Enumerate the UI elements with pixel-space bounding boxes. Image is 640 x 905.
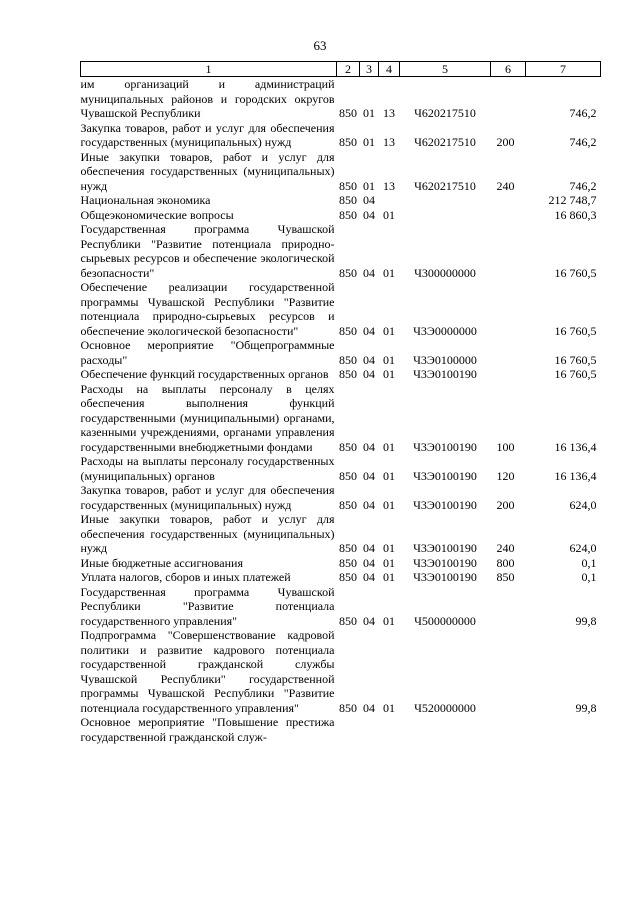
amount xyxy=(526,715,601,744)
table-body xyxy=(81,77,601,745)
table-row xyxy=(81,570,601,585)
section-code xyxy=(360,715,379,744)
column-header-name: 1 xyxy=(81,62,337,77)
section-code: 04 xyxy=(363,265,375,280)
expense-type-code xyxy=(491,585,526,629)
amount: 746,2 xyxy=(569,106,597,120)
amount: 16 136,4 xyxy=(554,468,597,483)
expense-name: Обеспечение функций государственных органов xyxy=(80,367,329,381)
subsection-code xyxy=(379,193,400,208)
section-code: 04 xyxy=(363,497,375,512)
amount: 0,1 xyxy=(581,570,597,584)
subsection-code: 01 xyxy=(383,555,395,570)
expense-name: Общеэкономические вопросы xyxy=(80,207,234,222)
expense-name: им организаций и администраций муниципальных районов и городских округов Чувашской Республики xyxy=(80,77,335,120)
table-row xyxy=(81,512,601,556)
target-article-code: Ч300000000 xyxy=(414,265,476,280)
ministry-code: 850 xyxy=(339,468,357,483)
table-row xyxy=(81,338,601,367)
expense-name: Уплата налогов, сборов и иных платежей xyxy=(80,570,291,584)
subsection-code: 01 xyxy=(383,207,395,222)
amount: 16 760,5 xyxy=(554,323,597,338)
target-article-code: Ч3Э0100190 xyxy=(413,439,477,454)
ministry-code: 850 xyxy=(339,367,357,381)
expense-type-code xyxy=(491,208,526,223)
table-row xyxy=(81,483,601,512)
table-row xyxy=(81,150,601,194)
target-article-code xyxy=(400,715,491,744)
amount: 16 136,4 xyxy=(554,439,597,454)
expense-name: Расходы на выплаты персоналу в целях обеспечения выполнения функций государственными (муниципальными) органами, казенными учреждениями, органами управления государственными внебюджетными фондами xyxy=(80,381,335,454)
expense-name: Закупка товаров, работ и услуг для обеспечения государственных (муниципальных) нужд xyxy=(80,120,335,149)
ministry-code xyxy=(337,715,360,744)
table-row xyxy=(81,585,601,629)
ministry-code: 850 xyxy=(339,207,357,222)
section-code: 04 xyxy=(363,367,375,381)
section-code: 04 xyxy=(363,570,375,584)
target-article-code xyxy=(400,208,491,223)
ministry-code: 850 xyxy=(339,178,357,193)
section-code: 01 xyxy=(363,135,375,149)
section-code: 01 xyxy=(363,178,375,193)
expense-type-code xyxy=(491,338,526,367)
target-article-code: Ч620217510 xyxy=(414,135,476,149)
subsection-code: 01 xyxy=(383,367,395,381)
column-header-ministry: 2 xyxy=(337,62,360,77)
expense-type-code xyxy=(491,222,526,280)
ministry-code: 850 xyxy=(339,555,357,570)
table-row xyxy=(81,280,601,338)
table-row xyxy=(81,367,601,382)
ministry-code: 850 xyxy=(339,135,357,149)
expense-name: Государственная программа Чувашской Республики "Развитие потенциала государственного управления" xyxy=(80,584,335,628)
subsection-code: 13 xyxy=(383,178,395,193)
column-number-row xyxy=(81,62,601,77)
subsection-code xyxy=(379,715,400,744)
expense-type-code: 100 xyxy=(496,439,515,454)
ministry-code: 850 xyxy=(339,352,357,367)
section-code: 01 xyxy=(363,106,375,120)
table-row xyxy=(81,77,601,121)
ministry-code: 850 xyxy=(339,106,357,120)
subsection-code: 01 xyxy=(383,323,395,338)
table-row xyxy=(81,454,601,483)
amount: 746,2 xyxy=(569,178,597,193)
ministry-code: 850 xyxy=(339,439,357,454)
page-number: 63 xyxy=(313,38,327,53)
expense-type-code xyxy=(491,193,526,208)
table-row xyxy=(81,556,601,571)
section-code: 04 xyxy=(363,700,375,715)
target-article-code: Ч3Э0100190 xyxy=(413,468,477,483)
expense-type-code: 200 xyxy=(496,135,515,149)
expense-name: Государственная программа Чувашской Республики "Развитие потенциала природно-сырьевых ресурсов и обеспечение экологической безопасности" xyxy=(80,222,335,280)
table-row xyxy=(81,193,601,208)
target-article-code: Ч3Э0100190 xyxy=(413,367,477,381)
target-article-code: Ч620217510 xyxy=(414,106,476,120)
amount: 212 748,7 xyxy=(548,193,597,207)
table-row xyxy=(81,121,601,150)
expense-name: Обеспечение реализации государственной программы Чувашской Республики "Развитие потенциала природно-сырьевых ресурсов и обеспечение экологической безопасности" xyxy=(80,280,335,338)
section-code: 04 xyxy=(363,352,375,367)
target-article-code: Ч3Э0000000 xyxy=(413,323,477,338)
expense-type-code: 240 xyxy=(496,178,515,193)
section-code: 04 xyxy=(363,439,375,454)
expense-name: Национальная экономика xyxy=(80,193,211,207)
ministry-code: 850 xyxy=(339,541,357,555)
target-article-code: Ч620217510 xyxy=(414,178,476,193)
table-row xyxy=(81,222,601,280)
ministry-code: 850 xyxy=(339,613,357,628)
subsection-code: 13 xyxy=(383,106,395,120)
amount: 624,0 xyxy=(569,541,597,555)
expense-name: Подпрограмма "Совершенствование кадровой политики и развитие кадрового потенциала государственной гражданской службы Чувашской Республики" государственной программы Чувашской Республики "Развитие потенциала государственного управления" xyxy=(80,628,335,715)
ministry-code: 850 xyxy=(339,265,357,280)
expense-name: Основное мероприятие "Повышение престижа государственной гражданской служ- xyxy=(80,715,335,744)
table-row xyxy=(81,715,601,744)
section-code: 04 xyxy=(363,468,375,483)
table-row xyxy=(81,208,601,223)
expense-type-code xyxy=(491,77,526,121)
target-article-code: Ч3Э0100190 xyxy=(413,570,477,584)
expense-type-code xyxy=(491,280,526,338)
budget-table xyxy=(80,61,601,744)
subsection-code: 01 xyxy=(383,613,395,628)
expense-name: Иные закупки товаров, работ и услуг для обеспечения государственных (муниципальных) нужд xyxy=(80,149,335,193)
section-code: 04 xyxy=(363,555,375,570)
column-header-subsection: 4 xyxy=(379,62,400,77)
expense-type-code: 120 xyxy=(496,468,515,483)
amount: 99,8 xyxy=(575,613,597,628)
expense-type-code: 240 xyxy=(496,541,515,555)
target-article-code: Ч500000000 xyxy=(414,613,476,628)
target-article-code: Ч3Э0100190 xyxy=(413,541,477,555)
amount: 16 760,5 xyxy=(554,352,597,367)
subsection-code: 01 xyxy=(383,541,395,555)
target-article-code: Ч3Э0100190 xyxy=(413,497,477,512)
subsection-code: 01 xyxy=(383,700,395,715)
column-header-target-article: 5 xyxy=(400,62,491,77)
expense-name: Иные бюджетные ассигнования xyxy=(80,555,243,570)
subsection-code: 01 xyxy=(383,439,395,454)
subsection-code: 01 xyxy=(383,468,395,483)
amount: 624,0 xyxy=(569,497,597,512)
expense-name: Основное мероприятие "Общепрограммные расходы" xyxy=(80,338,335,367)
subsection-code: 01 xyxy=(383,352,395,367)
table-row xyxy=(81,382,601,455)
amount: 99,8 xyxy=(575,700,597,715)
column-header-expense-type: 6 xyxy=(491,62,526,77)
ministry-code: 850 xyxy=(339,497,357,512)
target-article-code xyxy=(400,193,491,208)
expense-name: Закупка товаров, работ и услуг для обеспечения государственных (муниципальных) нужд xyxy=(80,483,335,512)
ministry-code: 850 xyxy=(339,323,357,338)
column-header-amount: 7 xyxy=(526,62,601,77)
amount: 16 760,5 xyxy=(554,265,597,280)
amount: 16 760,5 xyxy=(554,367,597,381)
amount: 0,1 xyxy=(581,555,597,570)
section-code: 04 xyxy=(363,323,375,338)
section-code: 04 xyxy=(363,193,375,207)
subsection-code: 01 xyxy=(383,497,395,512)
section-code: 04 xyxy=(363,613,375,628)
table-row xyxy=(81,628,601,715)
expense-name: Иные закупки товаров, работ и услуг для обеспечения государственных (муниципальных) нужд xyxy=(80,512,335,555)
target-article-code: Ч3Э0100000 xyxy=(413,352,477,367)
section-code: 04 xyxy=(363,207,375,222)
ministry-code: 850 xyxy=(339,193,357,207)
expense-type-code xyxy=(491,715,526,744)
column-header-section: 3 xyxy=(360,62,379,77)
target-article-code: Ч520000000 xyxy=(414,700,476,715)
expense-type-code: 800 xyxy=(496,555,515,570)
expense-type-code xyxy=(491,628,526,715)
subsection-code: 01 xyxy=(383,570,395,584)
ministry-code: 850 xyxy=(339,700,357,715)
subsection-code: 01 xyxy=(383,265,395,280)
target-article-code: Ч3Э0100190 xyxy=(413,555,477,570)
subsection-code: 13 xyxy=(383,135,395,149)
expense-name: Расходы на выплаты персоналу государственных (муниципальных) органов xyxy=(80,454,335,483)
expense-type-code: 200 xyxy=(496,497,515,512)
expense-type-code xyxy=(491,367,526,382)
ministry-code: 850 xyxy=(339,570,357,584)
amount: 16 860,3 xyxy=(554,207,597,222)
section-code: 04 xyxy=(363,541,375,555)
expense-type-code: 850 xyxy=(496,570,515,584)
amount: 746,2 xyxy=(569,135,597,149)
